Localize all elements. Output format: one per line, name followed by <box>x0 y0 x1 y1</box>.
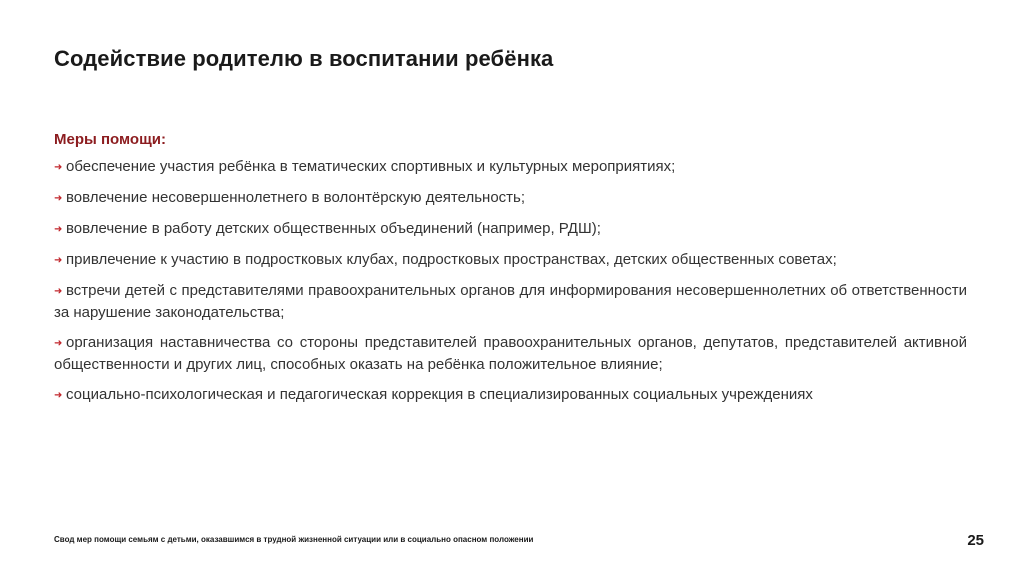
measure-item <box>54 187 967 209</box>
measure-item-text: встречи детей с представителями правоохранительных органов для информирования несовершеннолетних об ответственности за нарушение законодательства; <box>54 282 967 321</box>
slide-title: Содействие родителю в воспитании ребёнка <box>54 46 554 71</box>
measure-item <box>54 218 967 240</box>
page-number: 25 <box>967 532 984 549</box>
measures-heading: Меры помощи: <box>54 131 166 148</box>
measure-item-text: вовлечение в работу детских общественных объединений (например, РДШ); <box>66 220 601 237</box>
measure-item <box>54 332 967 375</box>
arrow-right-icon: ➜ <box>54 338 63 349</box>
measure-item <box>54 384 967 406</box>
arrow-right-icon: ➜ <box>54 224 63 235</box>
footer-caption: Свод мер помощи семьям с детьми, оказавшимся в трудной жизненной ситуации или в социально опасном положении <box>54 535 534 544</box>
arrow-right-icon: ➜ <box>54 286 63 297</box>
measure-item <box>54 249 967 271</box>
measure-item-text: вовлечение несовершеннолетнего в волонтёрскую деятельность; <box>66 189 526 206</box>
arrow-right-icon: ➜ <box>54 193 63 204</box>
arrow-right-icon: ➜ <box>54 162 63 173</box>
measure-item-text: привлечение к участию в подростковых клубах, подростковых пространствах, детских общественных советах; <box>66 251 837 268</box>
measure-item-text: организация наставничества со стороны представителей правоохранительных органов, депутатов, представителей активной общественности и других лиц, способных оказать на ребёнка положительное влияние; <box>54 334 967 373</box>
arrow-right-icon: ➜ <box>54 390 63 401</box>
measure-item-text: социально-психологическая и педагогическая коррекция в специализированных социальных учреждениях <box>66 386 813 403</box>
measures-section <box>54 130 967 415</box>
measure-item <box>54 156 967 178</box>
measure-item <box>54 280 967 323</box>
arrow-right-icon: ➜ <box>54 255 63 266</box>
measure-item-text: обеспечение участия ребёнка в тематических спортивных и культурных мероприятиях; <box>66 158 676 175</box>
